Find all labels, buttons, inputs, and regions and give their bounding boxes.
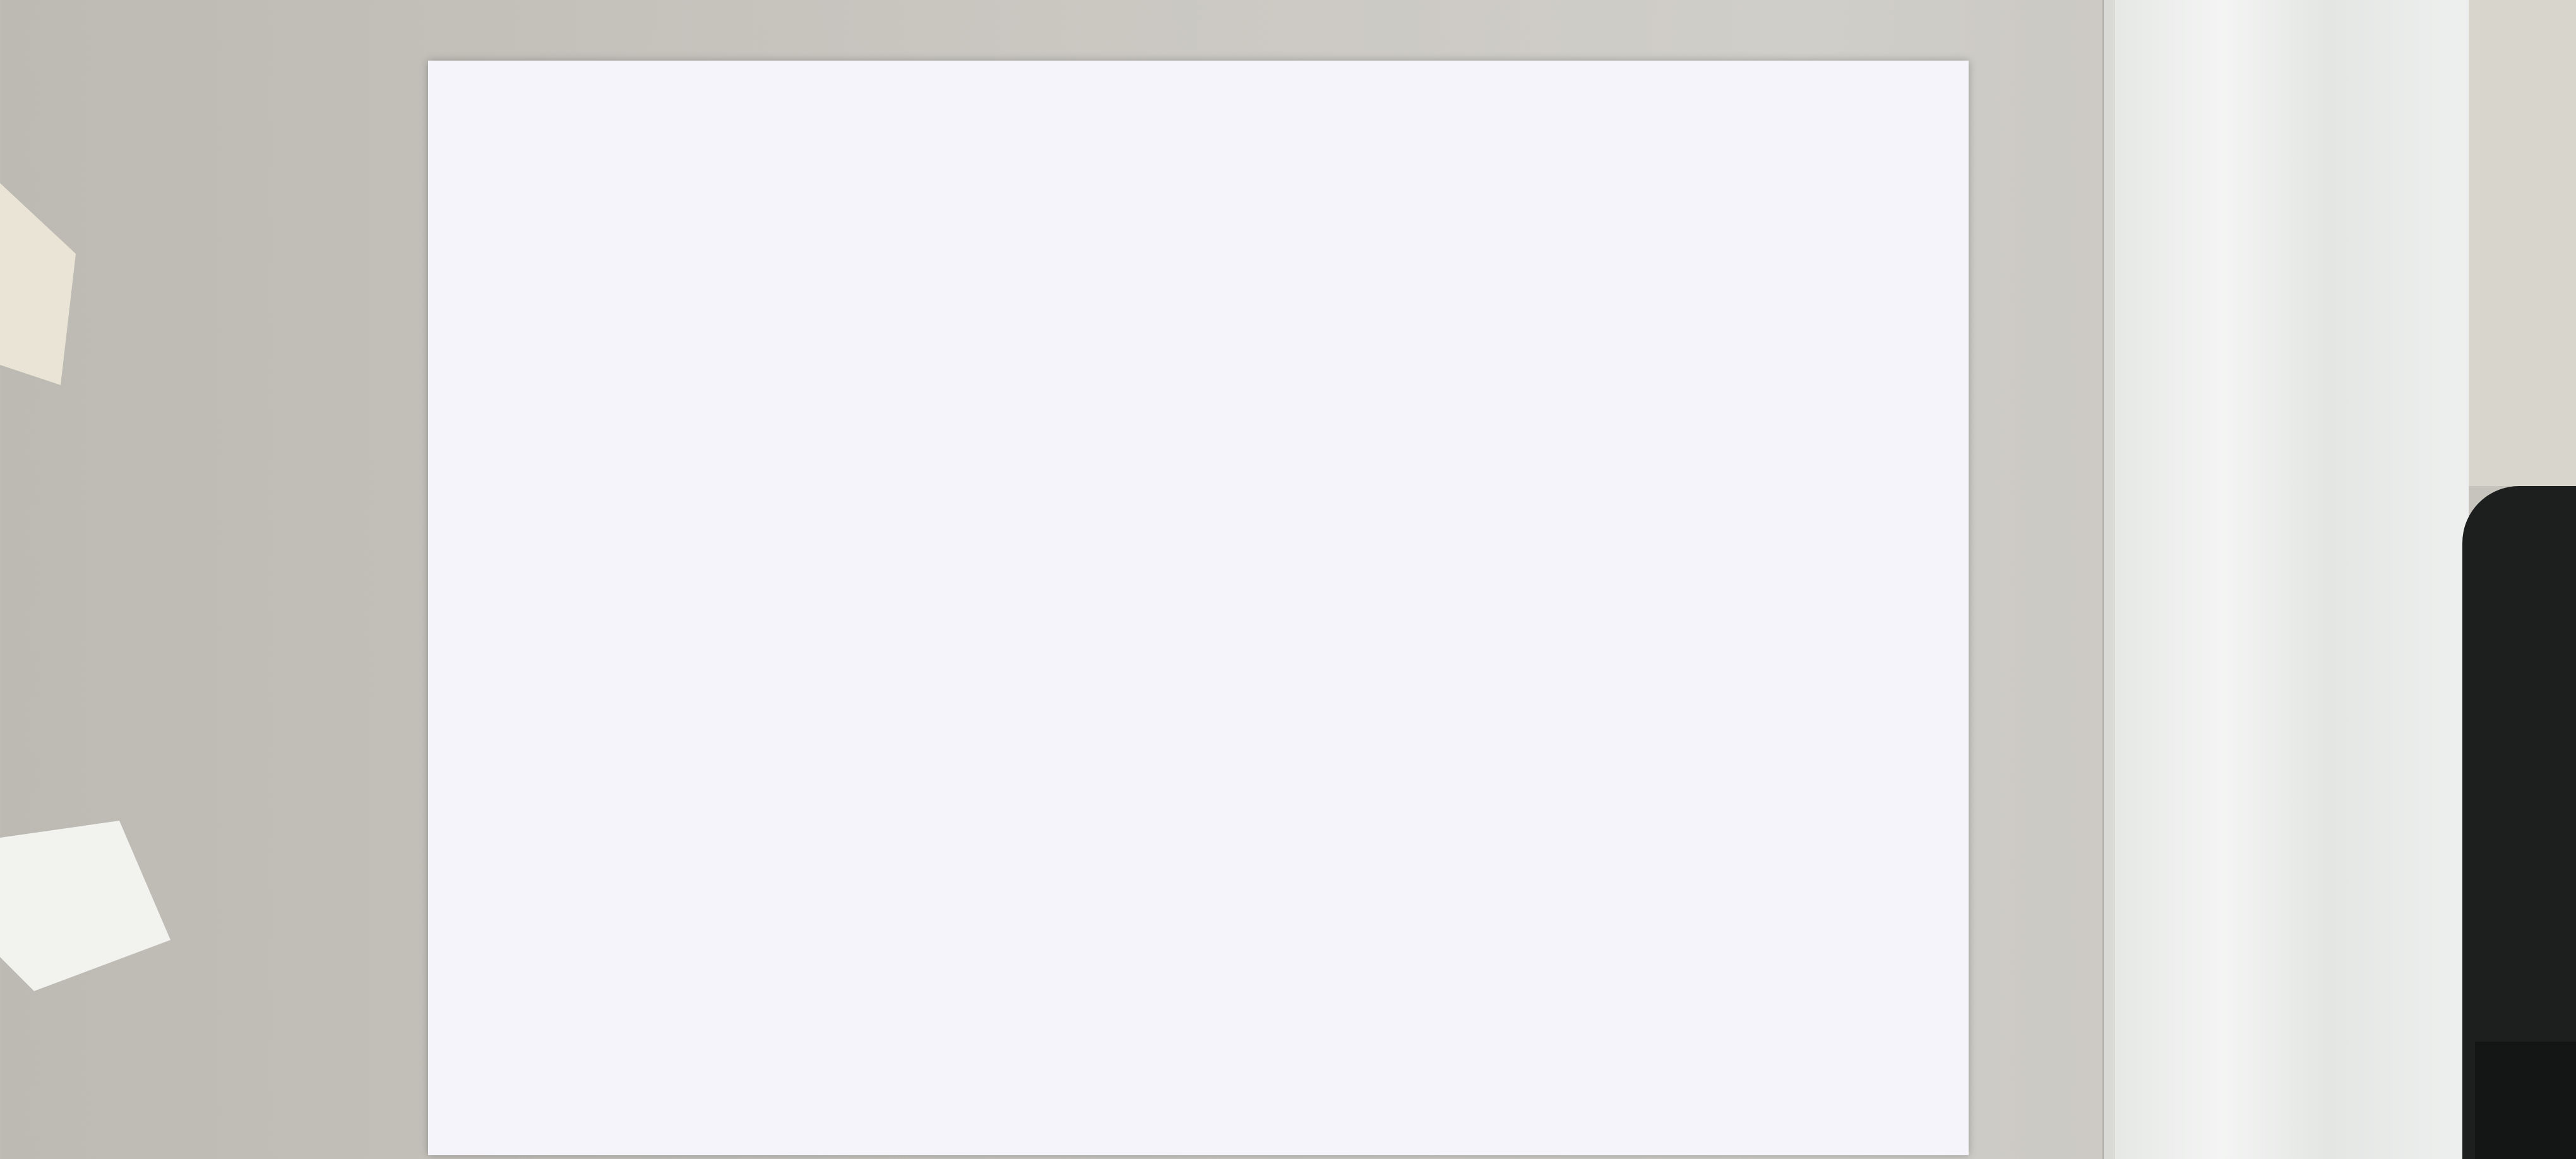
board-edge: [2102, 0, 2116, 1159]
paper-scrap: [0, 183, 76, 385]
invoice-document: [1509, 0, 2576, 57]
glass-sheet: [2115, 0, 2469, 1159]
invoice-paper: [428, 61, 1969, 1155]
background-floor: [2466, 0, 2576, 486]
paper-scrap: [0, 821, 170, 991]
dark-object-corner: [2475, 1042, 2576, 1159]
